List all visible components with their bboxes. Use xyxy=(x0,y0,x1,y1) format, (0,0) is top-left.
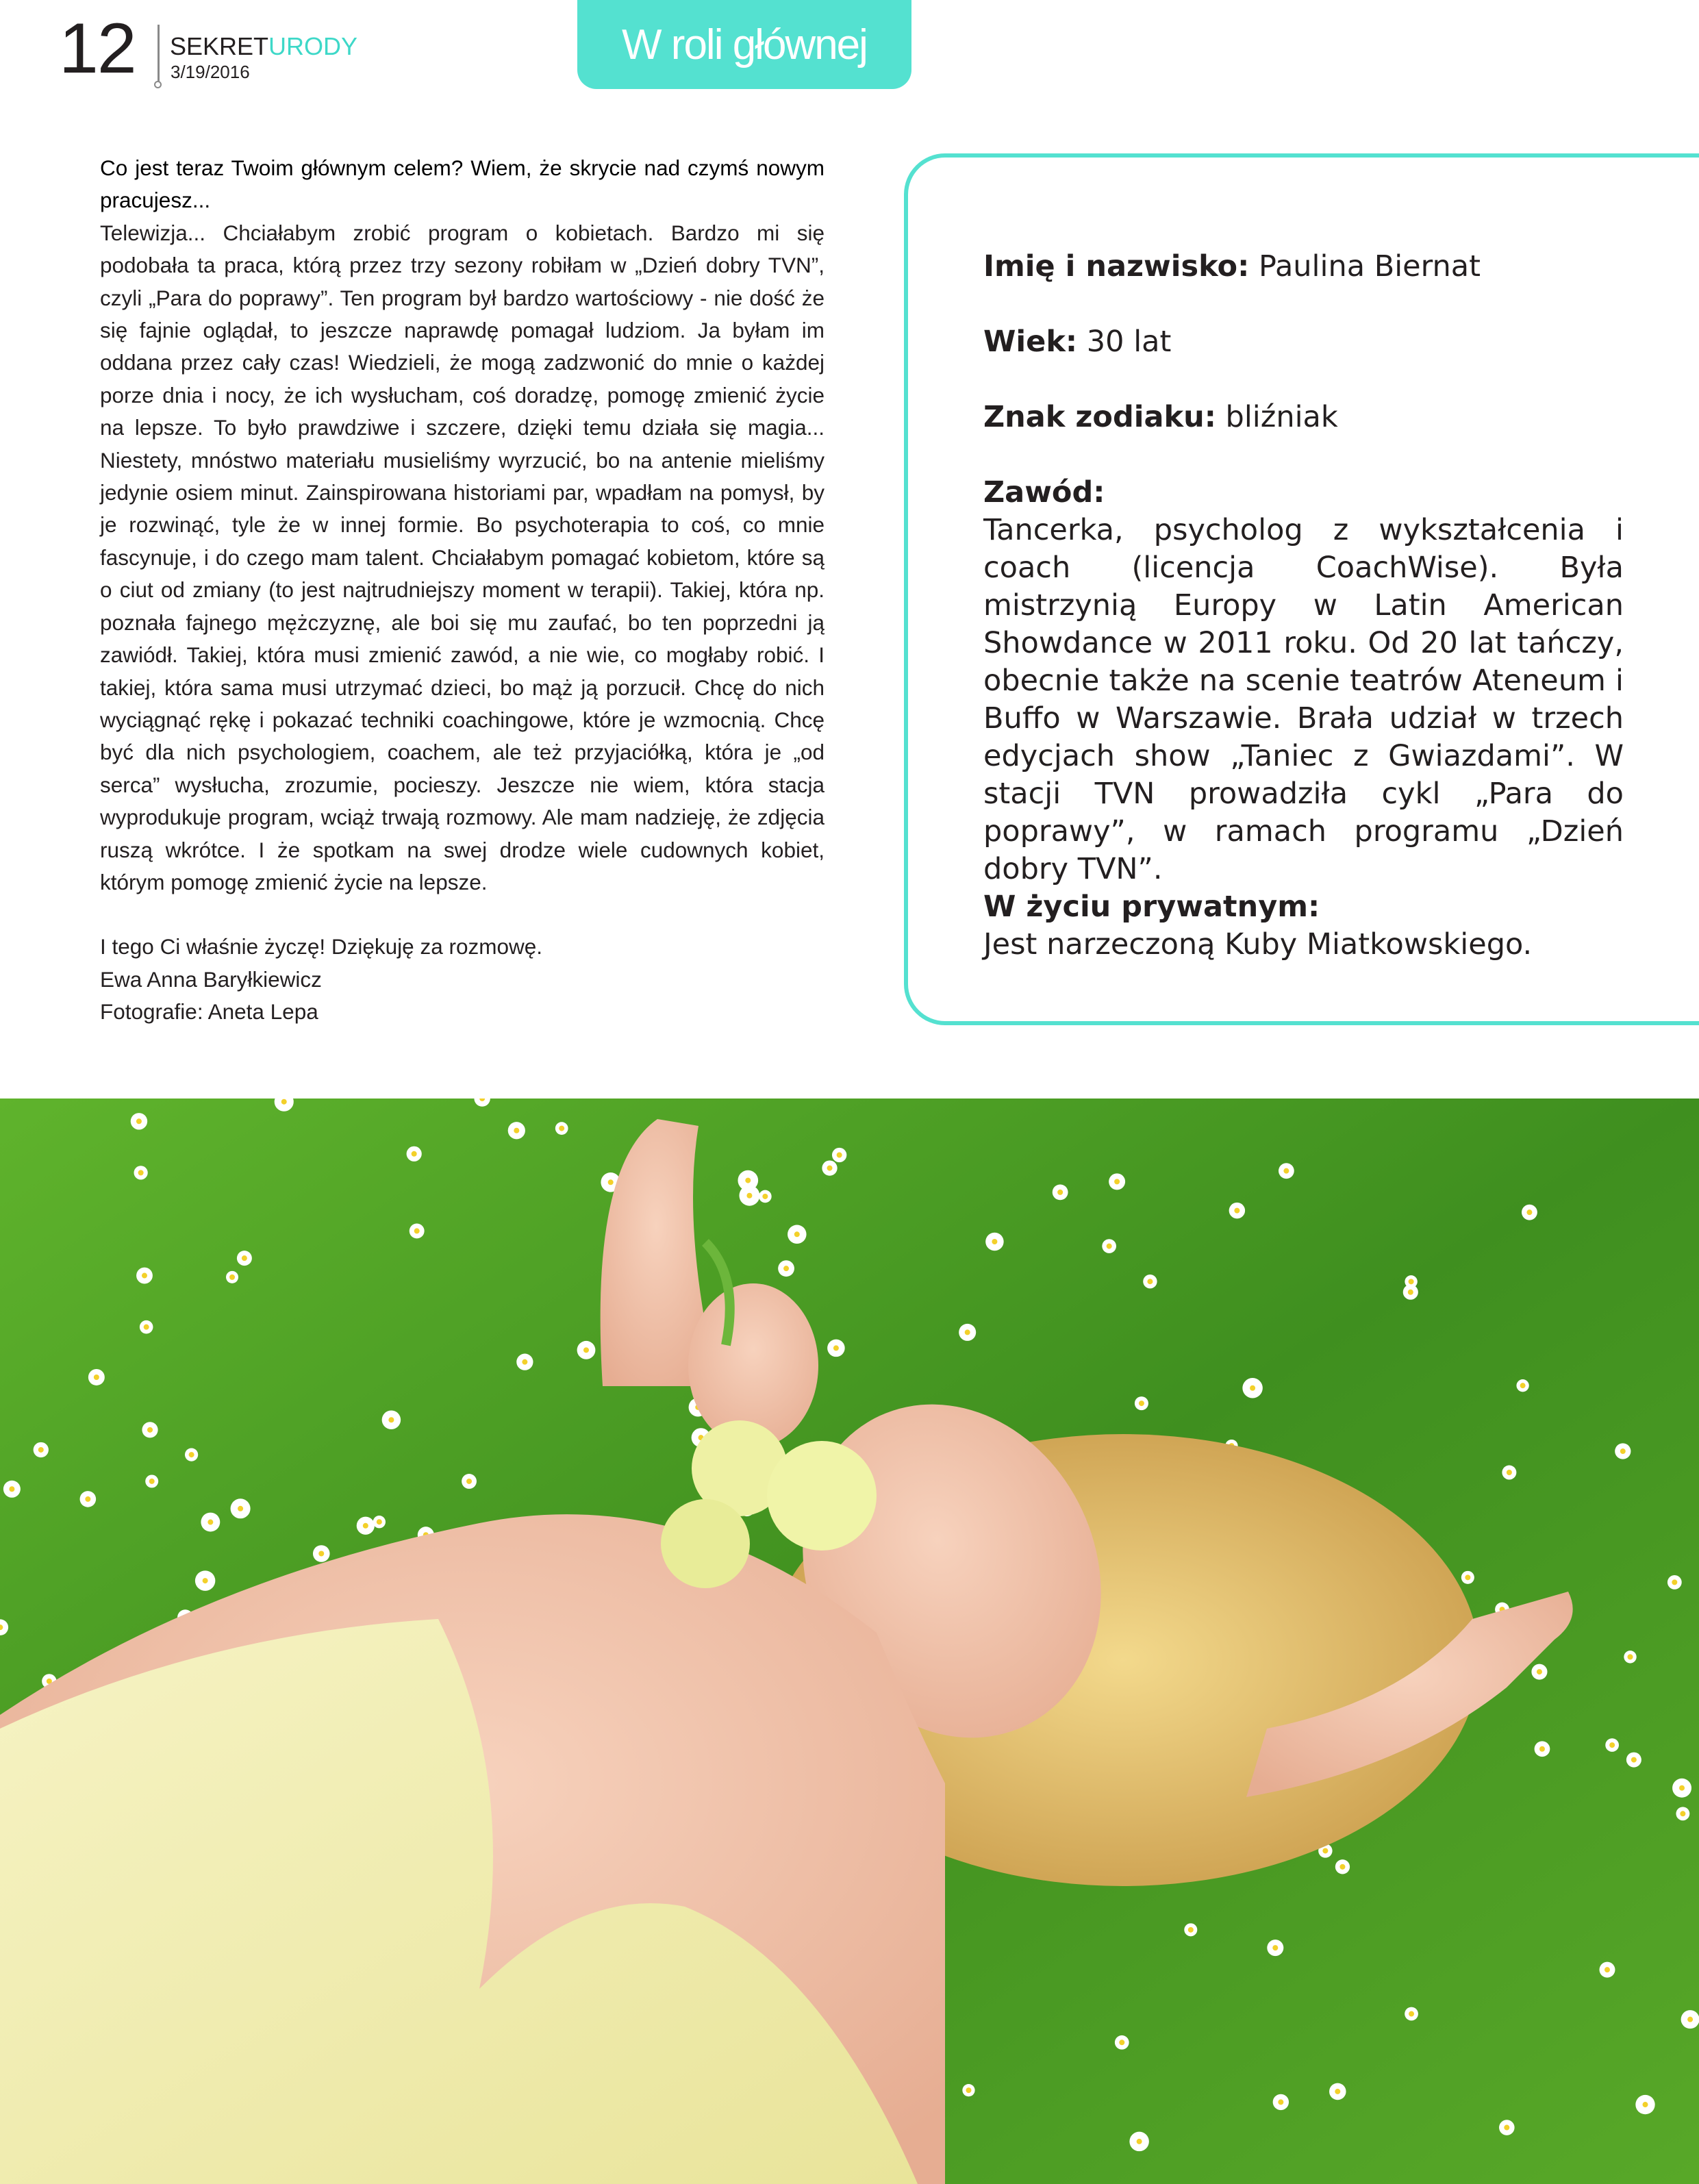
daisy-center xyxy=(1057,1190,1063,1195)
daisy-center xyxy=(1408,1290,1413,1295)
daisy-center xyxy=(608,1179,614,1185)
daisy-center xyxy=(1278,2099,1283,2105)
profile-zodiac: Znak zodiaku: bliźniak xyxy=(983,400,1338,434)
daisy-center xyxy=(377,1519,382,1524)
profile-private: Jest narzeczoną Kuby Miatkowskiego. xyxy=(983,927,1533,962)
rose xyxy=(767,1441,877,1551)
daisy-center xyxy=(1147,1279,1153,1284)
daisy-center xyxy=(783,1266,789,1271)
daisy-center xyxy=(559,1126,564,1131)
daisy-center xyxy=(229,1275,235,1280)
daisy-center xyxy=(1520,1383,1526,1388)
magazine-brand xyxy=(170,33,357,60)
article-body xyxy=(100,152,825,1029)
daisy-center xyxy=(965,1329,970,1335)
daisy-center xyxy=(281,1099,287,1105)
profile-job-label: Zawód: xyxy=(983,475,1105,510)
daisy-center xyxy=(827,1166,833,1171)
daisy-center xyxy=(1507,1470,1512,1475)
daisy-center xyxy=(1504,2125,1509,2131)
profile-age: Wiek: 30 lat xyxy=(983,325,1172,359)
daisy-center xyxy=(1137,2139,1142,2144)
daisy-center xyxy=(1107,1244,1112,1249)
profile-name: Imię i nazwisko: Paulina Biernat xyxy=(983,249,1481,284)
daisy-center xyxy=(388,1417,394,1422)
daisy-center xyxy=(1188,1927,1194,1933)
daisy-center xyxy=(514,1128,519,1133)
daisy-center xyxy=(1604,1967,1610,1972)
daisy-center xyxy=(1620,1448,1626,1454)
daisy-center xyxy=(833,1345,839,1351)
daisy-center xyxy=(412,1151,417,1157)
daisy-center xyxy=(189,1452,194,1457)
daisy-center xyxy=(242,1255,247,1261)
profile-details xyxy=(983,248,1624,964)
section-title: W roli głównej xyxy=(622,21,867,68)
daisy-center xyxy=(1680,1811,1685,1816)
profile-private-label: W życiu prywatnym: xyxy=(983,890,1320,924)
daisy-center xyxy=(992,1239,997,1244)
daisy-center xyxy=(147,1427,153,1433)
daisy-center xyxy=(207,1520,213,1525)
daisy-center xyxy=(466,1479,472,1484)
cover-photo xyxy=(0,1099,1699,2184)
issue-date: 3/19/2016 xyxy=(171,62,250,82)
daisy-center xyxy=(138,1170,144,1175)
brand-part1: SEKRET xyxy=(170,32,269,60)
daisy-center xyxy=(837,1152,842,1157)
page-number: 12 xyxy=(59,9,136,88)
daisy-center xyxy=(85,1496,90,1502)
daisy-center xyxy=(1272,1945,1278,1950)
brand-part2: URODY xyxy=(268,32,358,60)
interview-question: Co jest teraz Twoim głównym celem? Wiem, że skrycie nad czymś nowym pracujesz... xyxy=(100,155,825,213)
daisy-center xyxy=(142,1273,147,1279)
profile-job: Tancerka, psycholog z wykształcenia i coach (licencja CoachWise). Była mistrzynią Europy w Latin American Showdance w 2011 roku. Od 20 lat tańczy, obecnie także na scenie teatrów Ateneum i Buffo w Warszawie. Brała udział w trzech edycjach show „Taniec z Gwiazdami”. W stacji TVN prowadziła cykl „Para do poprawy”, w ramach programu „Dzień dobry TVN”. xyxy=(983,513,1624,886)
daisy-center xyxy=(1609,1742,1615,1748)
header-divider-dot xyxy=(154,81,162,88)
daisy-center xyxy=(363,1523,368,1529)
daisy-center xyxy=(583,1347,589,1353)
daisy-center xyxy=(94,1375,99,1380)
daisy-center xyxy=(1628,1654,1633,1659)
daisy-center xyxy=(38,1447,44,1453)
daisy-center xyxy=(1679,1785,1685,1791)
daisy-center xyxy=(1335,2089,1340,2094)
daisy-center xyxy=(414,1228,420,1233)
daisy-center xyxy=(1283,1168,1289,1174)
daisy-center xyxy=(746,1193,752,1198)
daisy-center xyxy=(136,1118,142,1124)
daisy-center xyxy=(1322,1848,1328,1853)
section-tab xyxy=(577,0,911,89)
daisy-center xyxy=(966,2087,971,2093)
daisy-center xyxy=(1537,1669,1542,1674)
daisy-center xyxy=(1119,2039,1124,2045)
daisy-center xyxy=(1339,1864,1345,1870)
daisy-center xyxy=(1250,1385,1255,1391)
daisy-center xyxy=(1465,1574,1470,1580)
daisy-center xyxy=(1631,1757,1637,1763)
photo-credit: Fotografie: Aneta Lepa xyxy=(100,999,318,1025)
daisy-center xyxy=(1139,1401,1144,1406)
daisy-center xyxy=(9,1486,14,1492)
author-credit: Ewa Anna Baryłkiewicz xyxy=(100,966,322,992)
daisy-center xyxy=(745,1178,751,1183)
daisy-center xyxy=(1539,1746,1545,1752)
header-divider xyxy=(158,25,160,85)
daisy-center xyxy=(238,1506,243,1511)
photo-illustration xyxy=(0,1099,1699,2184)
daisy-center xyxy=(1687,2017,1693,2022)
daisy-center xyxy=(144,1325,149,1330)
daisy-center xyxy=(1643,2102,1648,2107)
daisy-center xyxy=(522,1359,527,1365)
interview-answer: Telewizja... Chciałabym zrobić program o kobietach. Bardzo mi się podobała ta praca, którą przez trzy sezony robiłam w „Dzień dobry TVN”, czyli „Para do poprawy”. Ten program był bardzo wartościowy - nie dość że się fajnie oglądał, to jeszcze naprawdę pomagał ludziom. Ja byłam im oddana przez cały czas! Wiedzieli, że mogą zadzwonić do mnie o każdej porze dnia i nocy, że ich wysłucham, coś doradzę, pomogę zmienić życie na lepsze. To było prawdziwe i szczere, dzięki temu działa się magia... Niestety, mnóstwo materiału musieliśmy wyrzucić, bo na antenie mieliśmy jedynie osiem minut. Zainspirowana historiami par, wpadłam na pomysł, by je rozwinąć, tyle że w innej formie. Bo psychoterapia to coś, co mnie fascynuje, i do czego mam talent. Chciałabym pomagać kobietom, które są o ciut od zmiany (to jest najtrudniejszy moment w terapii). Takiej, która np. poznała fajnego mężczyznę, ale boi się mu zaufać, bo ten poprzedni ją zawiódł. Takiej, która musi zmienić zawód, a nie wie, co mogłaby robić. I takiej, która sama musi utrzymać dzieci, bo mąż ją porzucił. Chcę do nich wyciągnąć rękę i pokazać techniki coachingowe, które je wzmocnią. Chcę być dla nich psychologiem, coachem, ale też przyjaciółką, która je „od serca” wysłucha, zrozumie, pocieszy. Jeszcze nie wiem, która stacja wyprodukuje program, wciąż trwają rozmowy. Ale mam nadzieję, że zdjęcia ruszą wkrótce. I że spotkam na swej drodze wiele cudownych kobiet, którym pomogę zmienić życie na lepsze. xyxy=(100,220,825,894)
rose xyxy=(661,1499,750,1588)
daisy-center xyxy=(318,1551,324,1556)
daisy-center xyxy=(1409,1279,1414,1284)
daisy-center xyxy=(1234,1208,1239,1214)
daisy-center xyxy=(203,1578,208,1583)
daisy-center xyxy=(794,1231,800,1237)
daisy-center xyxy=(1409,2011,1414,2017)
daisy-center xyxy=(762,1194,768,1199)
daisy-center xyxy=(1114,1179,1120,1184)
closing-line: I tego Ci właśnie życzę! Dziękuję za rozmowę. xyxy=(100,934,542,959)
daisy-center xyxy=(149,1479,155,1484)
daisy-center xyxy=(1672,1579,1677,1585)
daisy-center xyxy=(1526,1209,1532,1215)
